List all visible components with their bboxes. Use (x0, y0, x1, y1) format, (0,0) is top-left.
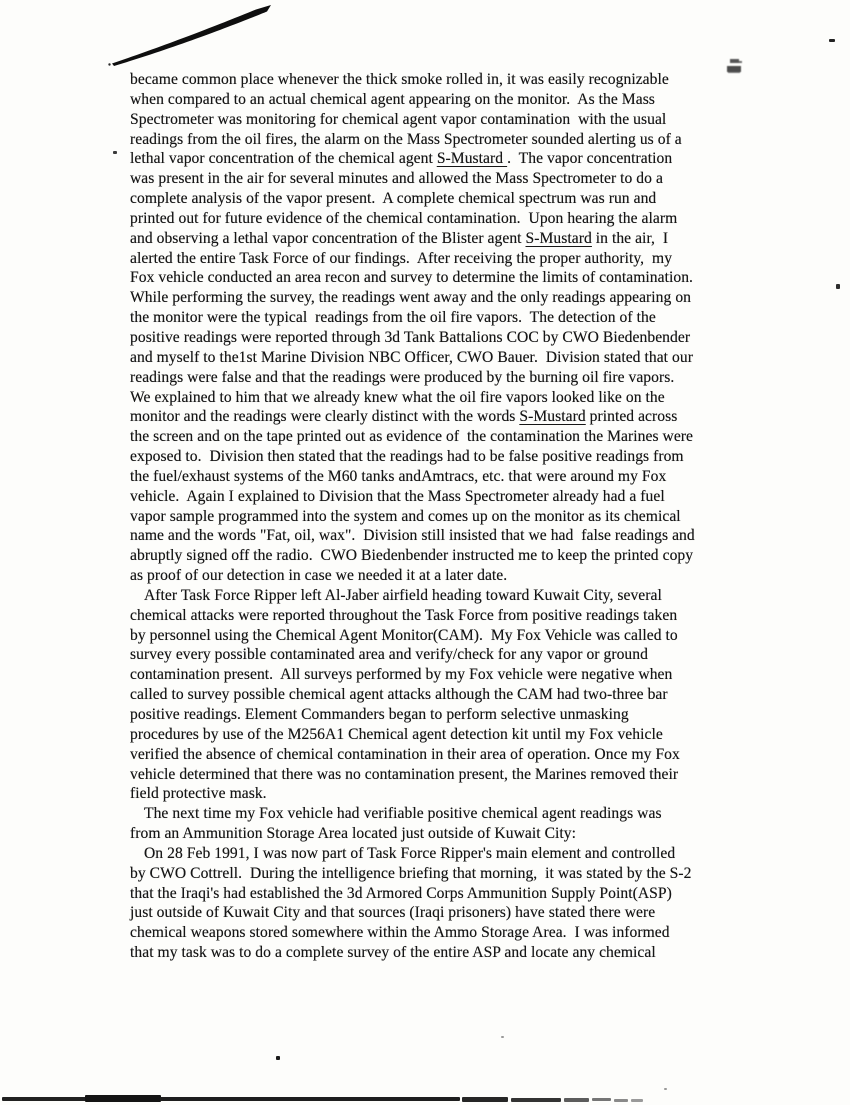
scan-speck (836, 284, 840, 289)
text-line: alerted the entire Task Force of our findings. After receiving the proper authority, my (130, 249, 673, 267)
text-line: lethal vapor concentration of the chemical agent S-Mustard . The vapor concentration (130, 150, 673, 168)
text-line: monitor and the readings were clearly distinct with the words S-Mustard printed across (130, 408, 678, 426)
text-line: and observing a lethal vapor concentration of the Blister agent S-Mustard in the air, I (130, 229, 669, 247)
text-line: verified the absence of chemical contamination in their area of operation. Once my Fox (130, 745, 680, 763)
text-line: field protective mask. (130, 785, 267, 803)
text-line: abruptly signed off the radio. CWO Biedenbender instructed me to keep the printed copy (130, 547, 694, 565)
text-line: positive readings. Element Commanders began to perform selective unmasking (130, 706, 629, 723)
text-line: by personnel using the Chemical Agent Monitor(CAM). My Fox Vehicle was called to (130, 626, 678, 644)
scan-speck (113, 151, 117, 154)
text-line: exposed to. Division then stated that the readings had to be false positive readings from (130, 448, 684, 466)
text-line: that the Iraqi's had established the 3d Armored Corps Ammunition Supply Point(ASP) (130, 884, 672, 902)
text-line: procedures by use of the M256A1 Chemical agent detection kit until my Fox vehicle (130, 725, 663, 743)
text-line: name and the words "Fat, oil, wax". Division still insisted that we had false readings and (130, 527, 695, 545)
text-line: positive readings were reported through 3d Tank Battalions COC by CWO Biedenbender (130, 328, 691, 346)
document-text (130, 70, 735, 963)
text-line: became common place whenever the thick smoke rolled in, it was easily recognizable (130, 71, 669, 88)
text-line: was present in the air for several minutes and allowed the Mass Spectrometer to do a (130, 170, 663, 188)
text-line: the screen and on the tape printed out as evidence of the contamination the Marines were (130, 428, 694, 446)
text-line: from an Ammunition Storage Area located just outside of Kuwait City: (130, 825, 577, 843)
text-line: vehicle. Again I explained to Division that the Mass Spectrometer already had a fuel (130, 487, 665, 505)
text-line: contamination present. All surveys performed by my Fox vehicle were negative when (130, 666, 673, 684)
text-line: The next time my Fox vehicle had verifiable positive chemical agent readings was (144, 805, 662, 823)
text-line: readings from the oil fires, the alarm on the Mass Spectrometer sounded alerting us of a (130, 130, 682, 148)
text-line: readings were false and that the readings were produced by the burning oil fire vapors. (130, 368, 675, 386)
text-line: and myself to the1st Marine Division NBC Officer, CWO Bauer. Division stated that our (130, 348, 693, 366)
text-line: the monitor were the typical readings from the oil fire vapors. The detection of the (130, 309, 656, 327)
text-line: vehicle determined that there was no contamination present, the Marines removed their (130, 765, 679, 783)
scan-speck (664, 1088, 667, 1090)
text-line: just outside of Kuwait City and that sources (Iraqi prisoners) have stated there were (130, 904, 656, 922)
text-line: vapor sample programmed into the system and comes up on the monitor as its chemical (130, 507, 681, 525)
scan-speck (829, 39, 835, 42)
text-line: We explained to him that we already knew what the oil fire vapors looked like on the (130, 388, 665, 406)
text-line: chemical attacks were reported throughout the Task Force from positive readings taken (130, 606, 678, 624)
text-line: On 28 Feb 1991, I was now part of Task Force Ripper's main element and controlled (144, 844, 676, 862)
scan-speck (501, 1036, 504, 1038)
text-line: by CWO Cottrell. During the intelligence briefing that morning, it was stated by the S-2 (130, 864, 692, 882)
text-line: While performing the survey, the readings went away and the only readings appearing on (130, 289, 692, 307)
text-line: the fuel/exhaust systems of the M60 tanks andAmtracs, etc. that were around my Fox (130, 467, 667, 485)
text-line: printed out for future evidence of the chemical contamination. Upon hearing the alarm (130, 209, 678, 227)
scan-speck (276, 1056, 280, 1060)
text-line: chemical weapons stored somewhere within the Ammo Storage Area. I was informed (130, 924, 670, 942)
text-line: when compared to an actual chemical agent appearing on the monitor. As the Mass (130, 90, 655, 108)
text-line: survey every possible contaminated area and verify/check for any vapor or ground (130, 646, 648, 664)
text-line: Spectrometer was monitoring for chemical agent vapor contamination with the usual (130, 110, 667, 128)
text-line: as proof of our detection in case we needed it at a later date. (130, 567, 508, 585)
text-line: After Task Force Ripper left Al-Jaber airfield heading toward Kuwait City, several (144, 586, 662, 604)
text-line: Fox vehicle conducted an area recon and survey to determine the limits of contamination. (130, 269, 693, 287)
text-line: that my task was to do a complete survey of the entire ASP and locate any chemical (130, 944, 656, 962)
smudge-row (730, 59, 739, 63)
text-line: called to survey possible chemical agent attacks although the CAM had two-three bar (130, 686, 668, 704)
text-line: complete analysis of the vapor present. A complete chemical spectrum was run and (130, 190, 657, 208)
